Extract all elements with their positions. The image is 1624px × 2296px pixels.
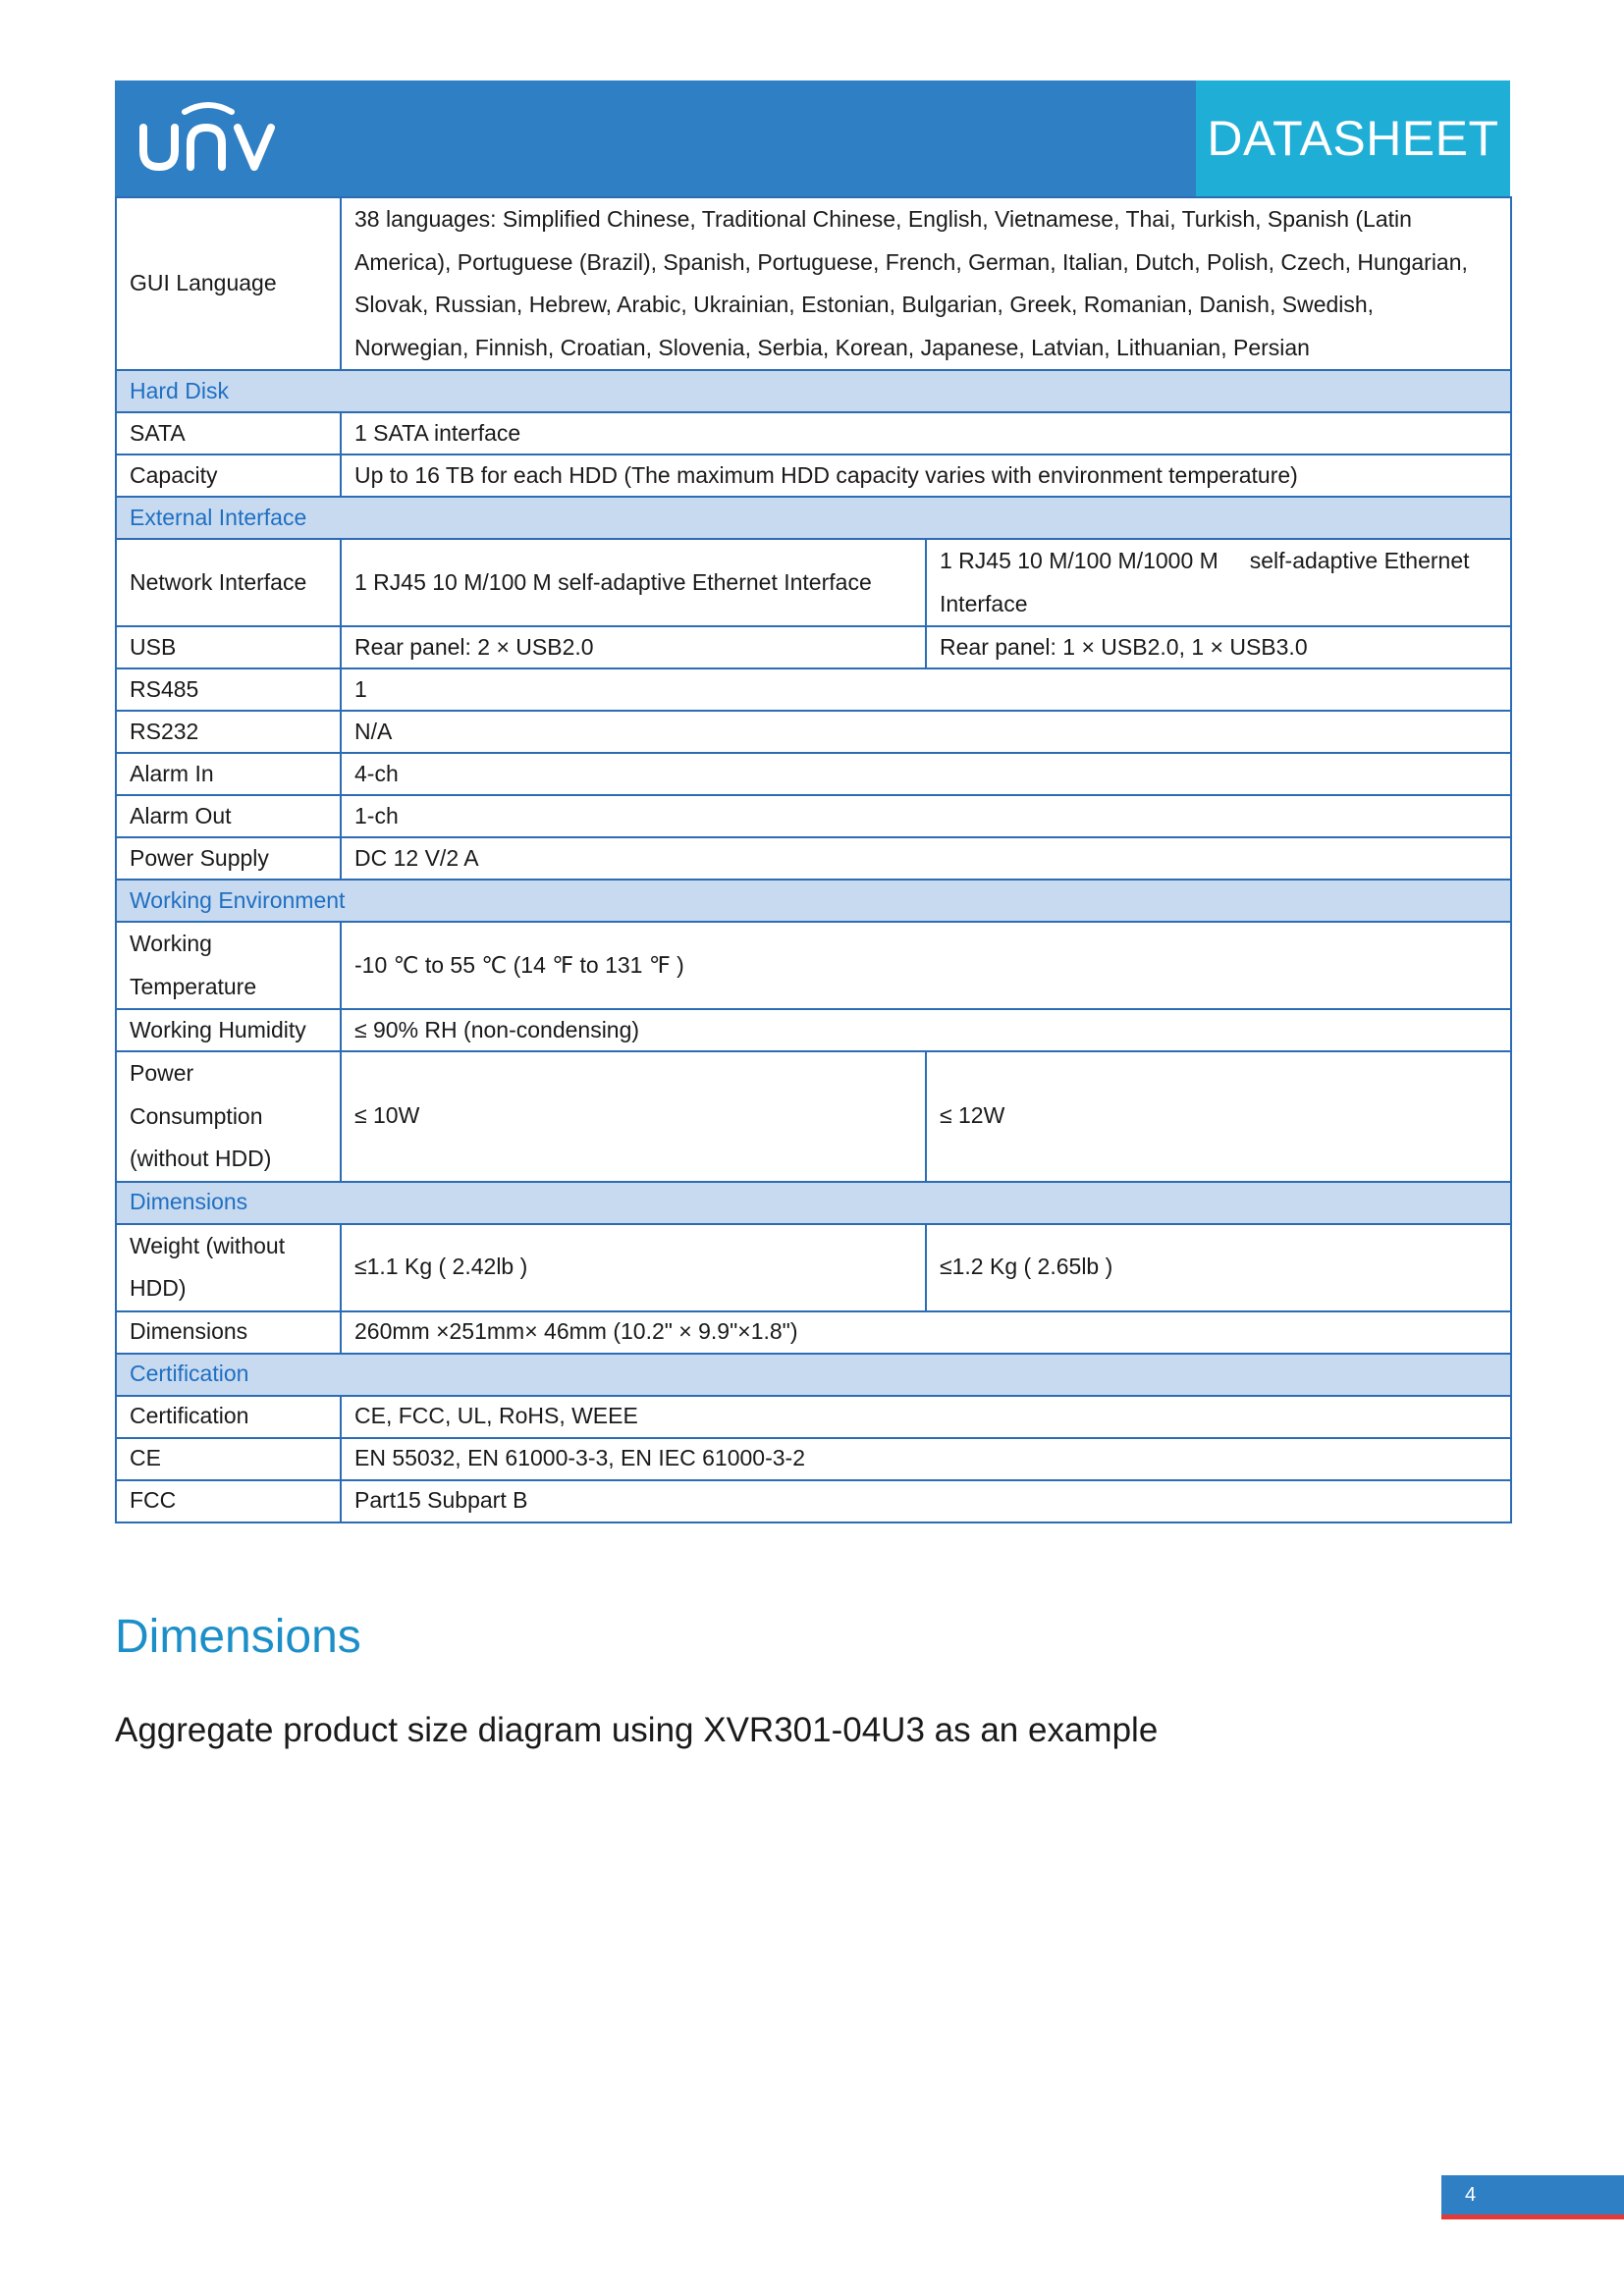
sata-label: SATA — [116, 412, 341, 454]
working-temperature-label: Working Temperature — [116, 922, 341, 1009]
rs232-label: RS232 — [116, 711, 341, 753]
table-row — [116, 668, 1511, 711]
unv-logo — [137, 100, 280, 179]
rs485-label: RS485 — [116, 668, 341, 711]
network-interface-value-a: 1 RJ45 10 M/100 M self-adaptive Ethernet Interface — [341, 539, 926, 626]
section-row-working-environment — [116, 880, 1511, 922]
alarm-in-value: 4-ch — [341, 753, 1511, 795]
usb-value-a: Rear panel: 2 × USB2.0 — [341, 626, 926, 668]
section-row-external-interface — [116, 497, 1511, 539]
gui-language-label: GUI Language — [116, 197, 341, 370]
footer-red-line — [1441, 2215, 1624, 2219]
table-row — [116, 412, 1511, 454]
certification-value: CE, FCC, UL, RoHS, WEEE — [341, 1396, 1511, 1438]
table-row — [116, 197, 1511, 370]
weight-value-b: ≤1.2 Kg ( 2.65lb ) — [926, 1224, 1511, 1311]
section-title: External Interface — [116, 497, 1511, 539]
certification-label: Certification — [116, 1396, 341, 1438]
power-consumption-label: Power Consumption (without HDD) — [116, 1051, 341, 1182]
dimensions-heading: Dimensions — [115, 1611, 361, 1663]
table-row — [116, 922, 1511, 1009]
dimensions-subtitle: Aggregate product size diagram using XVR301-04U3 as an example — [115, 1711, 1159, 1749]
fcc-label: FCC — [116, 1480, 341, 1522]
usb-label: USB — [116, 626, 341, 668]
table-row — [116, 1051, 1511, 1182]
table-row — [116, 753, 1511, 795]
section-title: Working Environment — [116, 880, 1511, 922]
working-temperature-value: -10 ℃ to 55 ℃ (14 ℉ to 131 ℉ ) — [341, 922, 1511, 1009]
alarm-in-label: Alarm In — [116, 753, 341, 795]
spec-table — [115, 196, 1512, 1523]
section-row-dimensions — [116, 1182, 1511, 1224]
power-supply-label: Power Supply — [116, 837, 341, 880]
capacity-value: Up to 16 TB for each HDD (The maximum HDD capacity varies with environment temperature) — [341, 454, 1511, 497]
working-humidity-value: ≤ 90% RH (non-condensing) — [341, 1009, 1511, 1051]
table-row — [116, 1396, 1511, 1438]
power-consumption-value-a: ≤ 10W — [341, 1051, 926, 1182]
section-row-certification — [116, 1354, 1511, 1396]
working-humidity-label: Working Humidity — [116, 1009, 341, 1051]
gui-language-value: 38 languages: Simplified Chinese, Traditional Chinese, English, Vietnamese, Thai, Turkish, Spanish (Latin America), Portuguese (Brazil), Spanish, Portuguese, French, German, Italian, Dutch, Polish, Czech, Hungarian, Slovak, Russian, Hebrew, Arabic, Ukrainian, Estonian, Bulgarian, Greek, Romanian, Danish, Swedish, Norwegian, Finnish, Croatian, Slovenia, Serbia, Korean, Japanese, Latvian, Lithuanian, Persian — [341, 197, 1511, 370]
dimensions-value: 260mm ×251mm× 46mm (10.2" × 9.9"×1.8") — [341, 1311, 1511, 1354]
rs232-value: N/A — [341, 711, 1511, 753]
page-number-box — [1441, 2175, 1624, 2215]
weight-value-a: ≤1.1 Kg ( 2.42lb ) — [341, 1224, 926, 1311]
alarm-out-label: Alarm Out — [116, 795, 341, 837]
page-number: 4 — [1465, 2183, 1477, 2206]
network-interface-value-b: 1 RJ45 10 M/100 M/1000 M self-adaptive Ethernet Interface — [926, 539, 1511, 626]
power-supply-value: DC 12 V/2 A — [341, 837, 1511, 880]
table-row — [116, 626, 1511, 668]
table-row — [116, 711, 1511, 753]
rs485-value: 1 — [341, 668, 1511, 711]
table-row — [116, 837, 1511, 880]
table-row — [116, 1438, 1511, 1480]
network-interface-label: Network Interface — [116, 539, 341, 626]
section-title: Certification — [116, 1354, 1511, 1396]
weight-label: Weight (without HDD) — [116, 1224, 341, 1311]
section-title: Hard Disk — [116, 370, 1511, 412]
table-row — [116, 1311, 1511, 1354]
section-title: Dimensions — [116, 1182, 1511, 1224]
datasheet-badge: DATASHEET — [1196, 80, 1510, 196]
alarm-out-value: 1-ch — [341, 795, 1511, 837]
table-row — [116, 1480, 1511, 1522]
table-row — [116, 539, 1511, 626]
ce-value: EN 55032, EN 61000-3-3, EN IEC 61000-3-2 — [341, 1438, 1511, 1480]
usb-value-b: Rear panel: 1 × USB2.0, 1 × USB3.0 — [926, 626, 1511, 668]
table-row — [116, 1009, 1511, 1051]
dimensions-label: Dimensions — [116, 1311, 341, 1354]
power-consumption-value-b: ≤ 12W — [926, 1051, 1511, 1182]
fcc-value: Part15 Subpart B — [341, 1480, 1511, 1522]
table-row — [116, 454, 1511, 497]
sata-value: 1 SATA interface — [341, 412, 1511, 454]
capacity-label: Capacity — [116, 454, 341, 497]
section-row-hard-disk — [116, 370, 1511, 412]
ce-label: CE — [116, 1438, 341, 1480]
table-row — [116, 1224, 1511, 1311]
table-row — [116, 795, 1511, 837]
